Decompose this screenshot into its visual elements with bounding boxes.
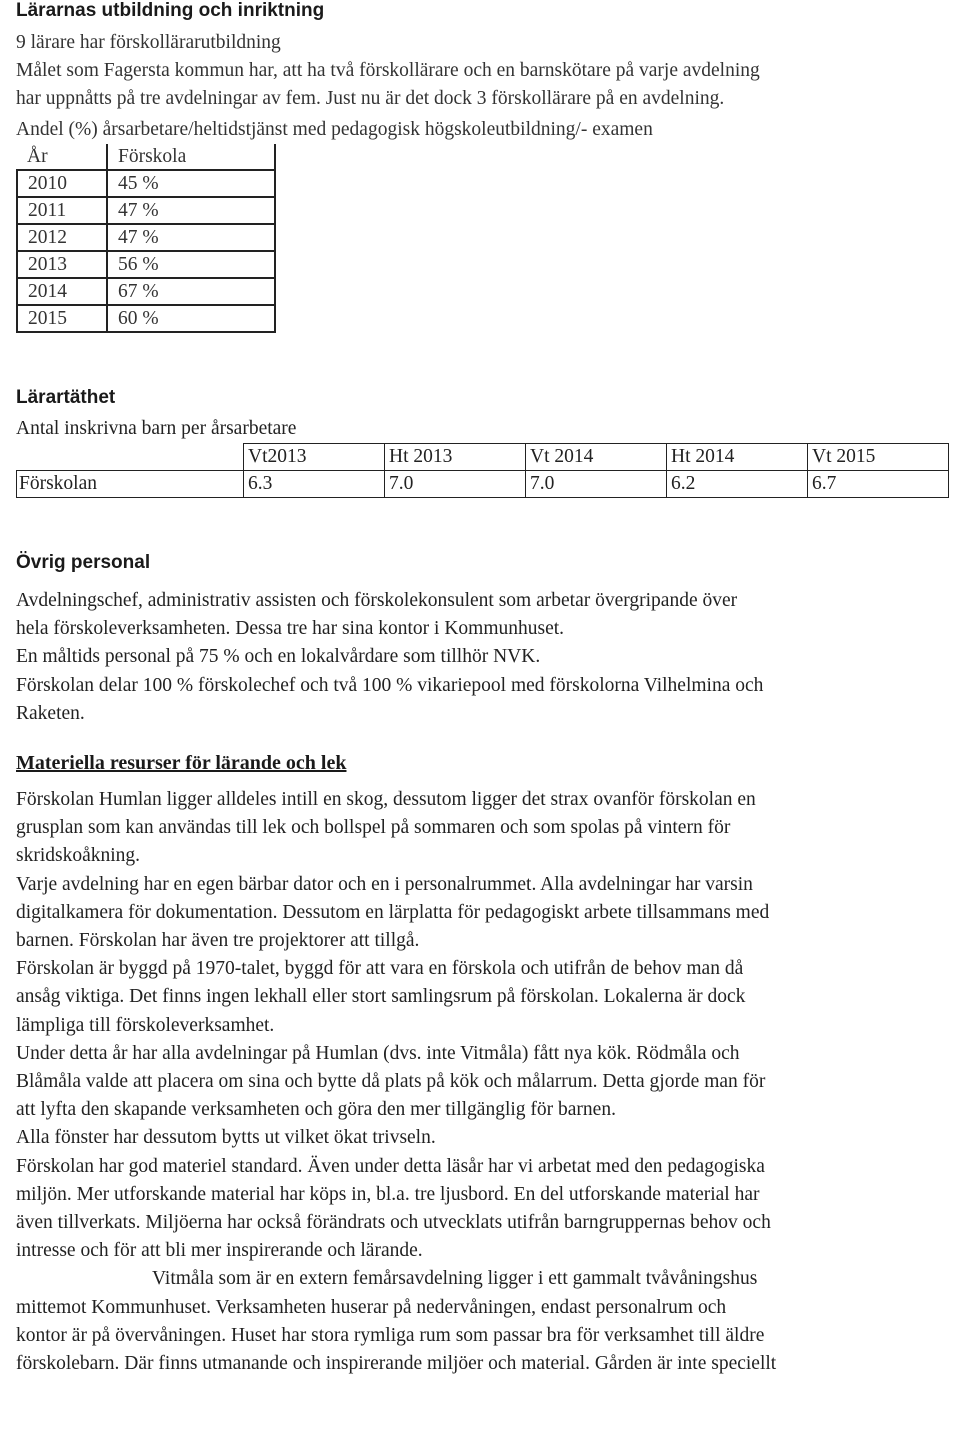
value-cell: 6.7	[808, 471, 949, 498]
header-empty-cell	[17, 444, 244, 471]
utbildning-text	[16, 29, 956, 114]
header-cell-ar: År	[17, 144, 107, 170]
materiella-line: grusplan som kan användas till lek och bollspel på sommaren och som spolas på vintern för	[16, 817, 731, 839]
ovrig-line: Förskolan delar 100 % förskolechef och två 100 % vikariepool med förskolorna Vilhelmina och	[16, 674, 764, 696]
table-row	[17, 471, 949, 498]
materiella-line: mittemot Kommunhuset. Verksamheten huserar på nedervåningen, endast personalrum och	[16, 1296, 727, 1318]
percent-cell: 56 %	[107, 251, 275, 278]
table-header-row	[17, 444, 949, 471]
percent-cell: 47 %	[107, 197, 275, 224]
materiella-line: Varje avdelning har en egen bärbar dator och en i personalrummet. Alla avdelningar har varsin	[16, 873, 753, 895]
materiella-line: digitalkamera för dokumentation. Dessutom en lärplatta för pedagogiskt arbete tillsammans med	[16, 901, 770, 923]
materiella-line: miljön. Mer utforskande material har köps in, bl.a. tre ljusbord. En del utforskande material har	[16, 1183, 760, 1205]
materiella-line: förskolebarn. Där finns utmanande och inspirerande miljöer och material. Gården är inte speciellt	[16, 1353, 777, 1375]
percent-cell: 67 %	[107, 278, 275, 305]
utbildning-line: Målet som Fagersta kommun har, att ha två förskollärare och en barnskötare på varje avdelning	[16, 60, 760, 82]
materiella-line: Förskolan är byggd på 1970-talet, byggd för att vara en förskola och utifrån de behov man då	[16, 958, 744, 980]
row-label-cell: Förskolan	[17, 471, 244, 498]
heading-materiella-resurser: Materiella resurser för lärande och lek	[16, 752, 347, 775]
materiella-line: Förskolan Humlan ligger alldeles intill en skog, dessutom ligger det strax ovanför förskolan en	[16, 789, 756, 811]
value-cell: 7.0	[526, 471, 667, 498]
materiella-indented-line: Vitmåla som är en extern femårsavdelning ligger i ett gammalt tvåvåningshus	[152, 1268, 758, 1290]
materiella-line: att lyfta den skapande verksamheten och göra den mer tillgänglig för barnen.	[16, 1099, 616, 1121]
materiella-line: kontor är på övervåningen. Huset har stora rymliga rum som passar bra för verksamhet till äldre	[16, 1324, 765, 1346]
materiella-text	[16, 786, 956, 1378]
materiella-line: även tillverkats. Miljöerna har också förändrats och utvecklats utifrån barngruppernas behov och	[16, 1212, 771, 1234]
header-cell: Ht 2013	[385, 444, 526, 471]
materiella-line: Under detta år har alla avdelningar på Humlan (dvs. inte Vitmåla) fått nya kök. Rödmåla och	[16, 1042, 740, 1064]
larartathet-table	[16, 443, 949, 498]
ovrig-line: En måltids personal på 75 % och en lokalvårdare som tillhör NVK.	[16, 646, 541, 668]
materiella-line: Förskolan har god materiel standard. Även under detta läsår har vi arbetat med den pedagogiska	[16, 1155, 765, 1177]
header-cell: Vt2013	[244, 444, 385, 471]
table-row	[17, 197, 275, 224]
ovrig-line: Avdelningschef, administrativ assisten och förskolekonsulent som arbetar övergripande över	[16, 590, 738, 612]
materiella-line: Alla fönster har dessutom bytts ut vilket ökat trivseln.	[16, 1127, 436, 1149]
utbildning-line: 9 lärare har förskollärarutbildning	[16, 32, 281, 53]
year-cell: 2015	[17, 305, 107, 332]
larartathet-caption: Antal inskrivna barn per årsarbetare	[16, 417, 297, 439]
value-cell: 6.2	[667, 471, 808, 498]
percent-cell: 60 %	[107, 305, 275, 332]
heading-larartathet: Lärartäthet	[16, 386, 116, 408]
header-cell: Ht 2014	[667, 444, 808, 471]
heading-larare-utbildning: Lärarnas utbildning och inriktning	[16, 0, 325, 21]
percent-cell: 47 %	[107, 224, 275, 251]
materiella-line: barnen. Förskolan har även tre projektorer att tillgå.	[16, 930, 420, 952]
table-row	[17, 170, 275, 197]
year-cell: 2011	[17, 197, 107, 224]
header-cell: Vt 2015	[808, 444, 949, 471]
materiella-line: Blåmåla valde att placera om sina och bytte då plats på kök och målarrum. Detta gjorde man för	[16, 1071, 766, 1093]
andel-table	[16, 144, 276, 333]
heading-ovrig-personal: Övrig personal	[16, 552, 151, 574]
table-row	[17, 224, 275, 251]
materiella-line: lämpliga till förskoleverksamhet.	[16, 1014, 275, 1036]
table-row	[17, 278, 275, 305]
ovrig-line: hela förskoleverksamheten. Dessa tre har sina kontor i Kommunhuset.	[16, 618, 565, 640]
year-cell: 2014	[17, 278, 107, 305]
value-cell: 7.0	[385, 471, 526, 498]
percent-cell: 45 %	[107, 170, 275, 197]
year-cell: 2012	[17, 224, 107, 251]
andel-caption: Andel (%) årsarbetare/heltidstjänst med pedagogisk högskoleutbildning/- examen	[16, 118, 653, 140]
table-row	[17, 305, 275, 332]
table-header-row	[17, 144, 275, 170]
utbildning-line: har uppnåtts på tre avdelningar av fem. Just nu är det dock 3 förskollärare på en avdelning.	[16, 88, 725, 110]
ovrig-line: Raketen.	[16, 702, 85, 724]
ovrig-text	[16, 587, 956, 728]
materiella-line: intresse och för att bli mer inspirerande och lärande.	[16, 1240, 423, 1262]
materiella-line: skridskoåkning.	[16, 845, 141, 867]
document-page	[16, 0, 956, 1378]
materiella-line: ansåg viktiga. Det finns ingen lekhall eller stort samlingsrum på förskolan. Lokalerna är dock	[16, 986, 746, 1008]
header-cell: Vt 2014	[526, 444, 667, 471]
header-cell-forskola: Förskola	[107, 144, 275, 170]
year-cell: 2010	[17, 170, 107, 197]
value-cell: 6.3	[244, 471, 385, 498]
table-row	[17, 251, 275, 278]
year-cell: 2013	[17, 251, 107, 278]
